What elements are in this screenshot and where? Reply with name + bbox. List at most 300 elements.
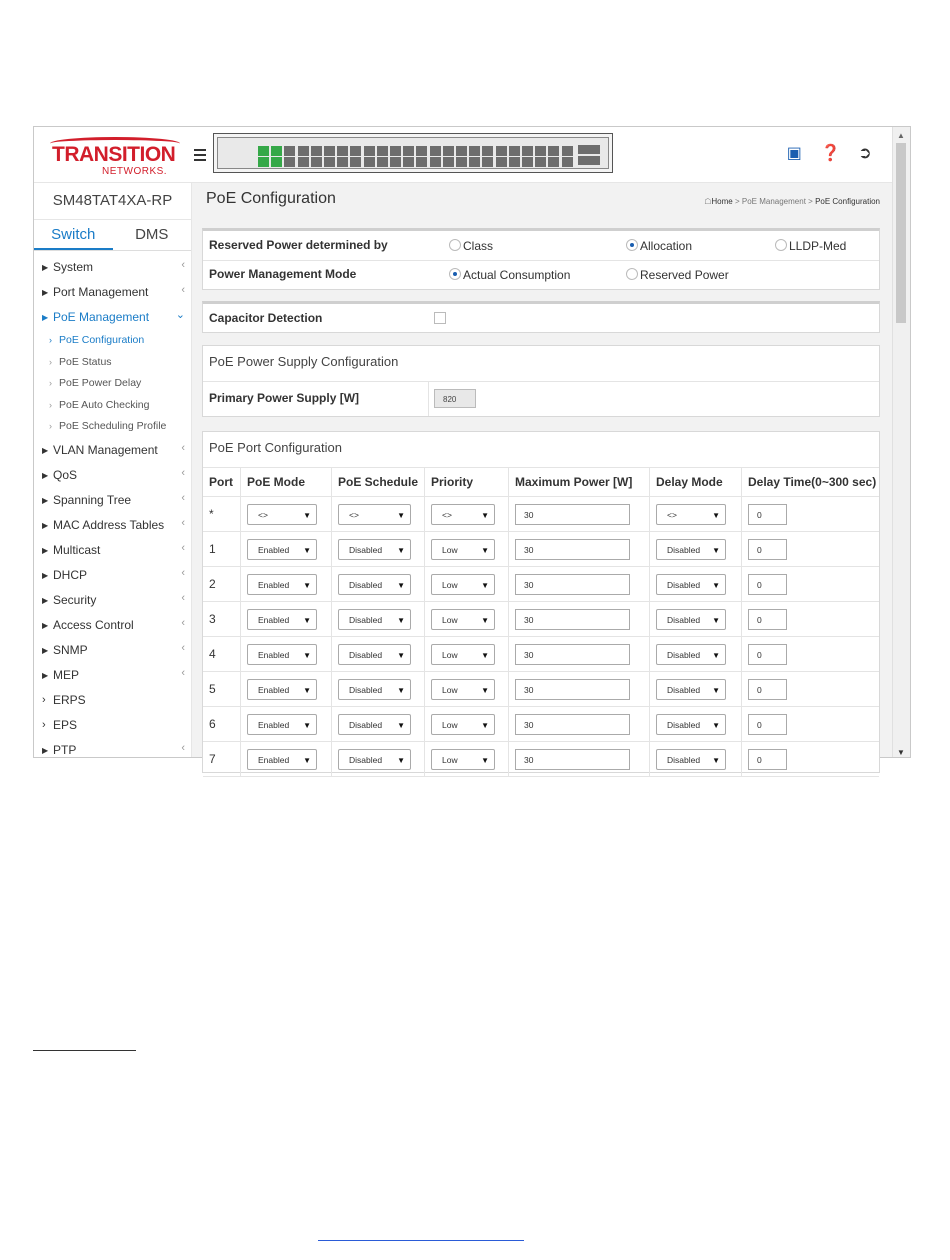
switch-port-icon[interactable] — [548, 146, 559, 156]
breadcrumb-home[interactable]: Home — [711, 197, 733, 206]
top-bar — [34, 127, 892, 183]
sidebar-item-label: PoE Scheduling Profile — [59, 420, 167, 432]
switch-port-icon[interactable] — [258, 146, 269, 156]
dropdown-arrow-icon: ▼ — [397, 720, 405, 730]
tab-dms[interactable]: DMS — [135, 226, 169, 243]
poe-mode-select[interactable] — [247, 644, 317, 665]
chevron-right-icon: › — [49, 421, 52, 431]
option-label: LLDP-Med — [789, 239, 847, 253]
divider — [428, 382, 429, 416]
table-cell — [509, 707, 650, 742]
field-value: Disabled — [349, 649, 383, 660]
field-value: <> — [349, 509, 359, 520]
poe-schedule-select[interactable] — [338, 574, 411, 595]
switch-port-icon[interactable] — [430, 146, 441, 156]
sidebar-item-poe-scheduling-profile[interactable] — [34, 416, 191, 438]
poe-schedule-select[interactable] — [338, 644, 411, 665]
reserved-allocation-option[interactable] — [626, 239, 692, 253]
sidebar-item-snmp[interactable] — [34, 638, 191, 663]
max-power-input[interactable] — [515, 609, 630, 630]
field-value: Enabled — [258, 544, 290, 555]
delay-time-input[interactable] — [748, 749, 787, 770]
table-cell — [425, 742, 509, 777]
col-priority: Priority — [425, 468, 509, 497]
switch-port-icon[interactable] — [562, 146, 573, 156]
table-cell — [742, 532, 880, 567]
port-number: 1 — [203, 532, 241, 567]
port-number: 2 — [203, 567, 241, 602]
chevron-left-icon: ‹ — [181, 666, 185, 679]
vertical-scrollbar[interactable] — [892, 127, 910, 757]
switch-port-icon[interactable] — [509, 146, 520, 156]
field-value: 0 — [757, 614, 762, 625]
switch-port-icon[interactable] — [482, 157, 493, 167]
poe-schedule-select[interactable] — [338, 714, 411, 735]
table-cell — [742, 637, 880, 672]
switch-port-icon[interactable] — [535, 157, 546, 167]
poe-mode-select[interactable] — [247, 679, 317, 700]
delay-mode-select[interactable] — [656, 609, 726, 630]
switch-port-icon[interactable] — [548, 157, 559, 167]
chevron-left-icon: ‹ — [181, 641, 185, 654]
table-cell — [509, 672, 650, 707]
table-cell — [742, 497, 880, 532]
delay-mode-select[interactable] — [656, 504, 726, 525]
psu-title: PoE Power Supply Configuration — [209, 354, 399, 369]
breadcrumb-sep: > — [734, 197, 740, 206]
port-config-box — [202, 431, 880, 773]
dropdown-arrow-icon: ▼ — [712, 545, 720, 555]
field-value: Disabled — [667, 649, 701, 660]
caret-right-icon: ▶ — [42, 645, 49, 655]
chevron-right-icon: › — [49, 399, 52, 410]
switch-front-panel[interactable] — [213, 133, 613, 173]
poe-mode-select[interactable] — [247, 749, 317, 770]
caret-right-icon: ▶ — [42, 545, 49, 555]
dropdown-arrow-icon: ▼ — [481, 755, 489, 765]
priority-select[interactable] — [431, 609, 495, 630]
table-cell — [509, 602, 650, 637]
switch-port-icon[interactable] — [522, 157, 533, 167]
page-link-underline[interactable] — [318, 1240, 524, 1241]
port-number: 5 — [203, 672, 241, 707]
option-label: Reserved Power — [640, 268, 729, 282]
dropdown-arrow-icon: ▼ — [303, 615, 311, 625]
switch-port-icon[interactable] — [456, 157, 467, 167]
field-value: Enabled — [258, 684, 290, 695]
dropdown-arrow-icon: ▼ — [712, 720, 720, 730]
page-title: PoE Configuration — [206, 190, 336, 207]
field-value: Disabled — [349, 544, 383, 555]
switch-port-icon[interactable] — [271, 146, 282, 156]
sidebar-item-label: Security — [53, 592, 97, 607]
field-value: Enabled — [258, 579, 290, 590]
logout-icon[interactable]: ➲ — [858, 145, 872, 162]
priority-select[interactable] — [431, 539, 495, 560]
priority-select[interactable] — [431, 504, 495, 525]
option-label: Actual Consumption — [463, 268, 571, 282]
table-cell — [241, 602, 332, 637]
option-label: Allocation — [640, 239, 693, 253]
chevron-left-icon: ‹ — [181, 591, 185, 604]
breadcrumb-current: PoE Configuration — [815, 197, 880, 206]
delay-mode-select[interactable] — [656, 714, 726, 735]
field-value: Disabled — [667, 544, 701, 555]
field-value: 0 — [757, 544, 762, 555]
chevron-left-icon: ‹ — [181, 541, 185, 554]
breadcrumb-poe-management[interactable]: PoE Management — [741, 197, 806, 206]
table-cell — [650, 672, 742, 707]
mode-reserved-option[interactable] — [626, 268, 729, 282]
chevron-right-icon: › — [42, 693, 46, 706]
logo-text-2: NETWORKS. — [102, 166, 168, 177]
sidebar-item-label: Port Management — [53, 285, 149, 299]
priority-select[interactable] — [431, 644, 495, 665]
dropdown-arrow-icon: ▼ — [303, 510, 311, 520]
delay-mode-select[interactable] — [656, 679, 726, 700]
poe-schedule-select[interactable] — [338, 749, 411, 770]
caret-right-icon: ▶ — [42, 263, 49, 272]
switch-port-icon[interactable] — [482, 146, 493, 156]
delay-mode-select[interactable] — [656, 749, 726, 770]
delay-mode-select[interactable] — [656, 644, 726, 665]
primary-power-input[interactable]: 820 — [434, 389, 476, 408]
dropdown-arrow-icon: ▼ — [397, 755, 405, 765]
dropdown-arrow-icon: ▼ — [712, 615, 720, 625]
dropdown-arrow-icon: ▼ — [303, 720, 311, 730]
switch-port-icon[interactable] — [311, 157, 322, 167]
switch-port-icon[interactable] — [284, 146, 295, 156]
dropdown-arrow-icon: ▼ — [481, 510, 489, 520]
reserved-power-label: Reserved Power determined by — [209, 238, 388, 252]
switch-port-icon[interactable] — [430, 157, 441, 167]
page-header — [192, 183, 892, 217]
sidebar-item-erps[interactable] — [34, 688, 191, 713]
port-rows — [203, 497, 879, 777]
field-value: Low — [442, 649, 458, 660]
sidebar-item-poe-management[interactable] — [34, 305, 191, 330]
save-icon[interactable]: ▣ — [786, 145, 802, 162]
table-cell — [650, 707, 742, 742]
menu-toggle-icon[interactable] — [194, 149, 206, 161]
switch-port-icon[interactable] — [416, 157, 427, 167]
table-row — [203, 567, 879, 602]
main-content — [192, 183, 892, 766]
poe-schedule-select[interactable] — [338, 679, 411, 700]
field-value: Low — [442, 684, 458, 695]
switch-port-icon[interactable] — [377, 157, 388, 167]
switch-port-icon[interactable] — [509, 157, 520, 167]
field-value: Disabled — [349, 684, 383, 695]
poe-mode-select[interactable] — [247, 609, 317, 630]
field-value: 30 — [524, 684, 534, 695]
delay-mode-select[interactable] — [656, 574, 726, 595]
field-value: Low — [442, 614, 458, 625]
dropdown-arrow-icon: ▼ — [397, 580, 405, 590]
max-power-input[interactable] — [515, 679, 630, 700]
capacitor-label: Capacitor Detection — [209, 311, 323, 325]
switch-port-icon[interactable] — [284, 157, 295, 167]
help-icon[interactable]: ❓ — [820, 145, 841, 162]
table-cell — [742, 602, 880, 637]
delay-time-input[interactable] — [748, 714, 787, 735]
max-power-input[interactable] — [515, 749, 630, 770]
chevron-left-icon: ‹ — [181, 741, 185, 754]
table-cell — [241, 672, 332, 707]
table-cell — [509, 532, 650, 567]
delay-time-input[interactable] — [748, 609, 787, 630]
dropdown-arrow-icon: ▼ — [303, 545, 311, 555]
caret-right-icon: ▶ — [42, 470, 49, 480]
table-cell — [650, 497, 742, 532]
sidebar-item-label: Access Control — [53, 617, 134, 632]
switch-port-icon[interactable] — [496, 146, 507, 156]
switch-port-icon[interactable] — [324, 146, 335, 156]
switch-port-icon[interactable] — [350, 146, 361, 156]
sidebar-item-poe-status[interactable] — [34, 352, 191, 374]
port-number: 7 — [203, 742, 241, 777]
field-value: Disabled — [349, 754, 383, 765]
field-value: Low — [442, 544, 458, 555]
col-poe-mode: PoE Mode — [241, 468, 332, 497]
poe-schedule-select[interactable] — [338, 609, 411, 630]
sidebar-item-label: PoE Auto Checking — [59, 398, 150, 411]
sidebar-item-label: ERPS — [53, 692, 86, 707]
psu-label: Primary Power Supply [W] — [209, 391, 360, 405]
table-row — [203, 672, 879, 707]
sidebar-item-system[interactable] — [34, 255, 191, 280]
switch-port-icon[interactable] — [562, 157, 573, 167]
delay-time-input[interactable] — [748, 504, 787, 525]
power-mode-row — [203, 260, 879, 289]
switch-port-icon[interactable] — [416, 146, 427, 156]
poe-mode-select[interactable] — [247, 539, 317, 560]
scroll-thumb[interactable] — [896, 143, 906, 323]
radio-actual-consumption[interactable] — [449, 268, 461, 280]
field-value: Disabled — [667, 684, 701, 695]
chevron-left-icon: ‹ — [181, 491, 185, 504]
sidebar-item-multicast[interactable] — [34, 538, 191, 563]
dropdown-arrow-icon: ▼ — [303, 580, 311, 590]
table-cell — [241, 637, 332, 672]
dropdown-arrow-icon: ▼ — [397, 685, 405, 695]
sfp-port-icon[interactable] — [578, 145, 600, 154]
table-cell — [425, 707, 509, 742]
switch-port-icon[interactable] — [522, 146, 533, 156]
sidebar-item-label: PoE Power Delay — [59, 377, 142, 389]
priority-select[interactable] — [431, 714, 495, 735]
table-cell — [425, 497, 509, 532]
sidebar-nav — [34, 255, 191, 763]
table-cell — [650, 742, 742, 777]
table-cell — [332, 637, 425, 672]
power-mode-label: Power Management Mode — [209, 267, 357, 281]
port-config-title: PoE Port Configuration — [209, 440, 342, 455]
poe-mode-select[interactable] — [247, 574, 317, 595]
table-cell — [742, 707, 880, 742]
dropdown-arrow-icon: ▼ — [397, 545, 405, 555]
max-power-input[interactable] — [515, 504, 630, 525]
table-cell — [650, 602, 742, 637]
table-cell — [425, 532, 509, 567]
dropdown-arrow-icon: ▼ — [712, 510, 720, 520]
field-value: Low — [442, 579, 458, 590]
col-poe-schedule: PoE Schedule — [332, 468, 425, 497]
switch-port-icon[interactable] — [271, 157, 282, 167]
max-power-input[interactable] — [515, 574, 630, 595]
table-cell — [509, 637, 650, 672]
table-cell — [509, 742, 650, 777]
mode-actual-option[interactable] — [449, 268, 570, 282]
table-cell — [332, 742, 425, 777]
sidebar-item-port-management[interactable] — [34, 280, 191, 305]
sidebar-item-poe-auto-checking[interactable] — [34, 395, 191, 417]
switch-port-icon[interactable] — [403, 146, 414, 156]
switch-port-icon[interactable] — [456, 146, 467, 156]
chevron-right-icon: › — [49, 335, 52, 345]
chevron-right-icon: › — [42, 718, 46, 731]
priority-select[interactable] — [431, 749, 495, 770]
sidebar-item-label: Multicast — [53, 542, 101, 557]
sidebar-item-access-control[interactable] — [34, 613, 191, 638]
radio-allocation[interactable] — [626, 239, 638, 251]
switch-port-icon[interactable] — [535, 146, 546, 156]
sidebar-item-mep[interactable] — [34, 663, 191, 688]
table-row — [203, 497, 879, 532]
sidebar-item-poe-configuration[interactable] — [34, 330, 191, 352]
col-port: Port — [203, 468, 241, 497]
reserved-class-option[interactable] — [449, 239, 493, 253]
port-panel — [217, 137, 609, 169]
max-power-input[interactable] — [515, 644, 630, 665]
switch-port-icon[interactable] — [469, 157, 480, 167]
sidebar-item-spanning-tree[interactable] — [34, 488, 191, 513]
switch-port-icon[interactable] — [337, 157, 348, 167]
switch-port-icon[interactable] — [298, 146, 309, 156]
switch-port-icon[interactable] — [258, 157, 269, 167]
priority-select[interactable] — [431, 679, 495, 700]
switch-port-icon[interactable] — [403, 157, 414, 167]
switch-port-icon[interactable] — [364, 157, 375, 167]
dropdown-arrow-icon: ▼ — [303, 685, 311, 695]
field-value: 0 — [757, 579, 762, 590]
poe-schedule-select[interactable] — [338, 504, 411, 525]
dropdown-arrow-icon: ▼ — [712, 580, 720, 590]
sidebar-item-ptp[interactable] — [34, 738, 191, 763]
port-number: * — [203, 497, 241, 532]
table-cell — [742, 567, 880, 602]
max-power-input[interactable] — [515, 539, 630, 560]
col-delay-mode: Delay Mode — [650, 468, 742, 497]
poe-schedule-select[interactable] — [338, 539, 411, 560]
sidebar-item-poe-power-delay[interactable] — [34, 373, 191, 395]
field-value: 0 — [757, 649, 762, 660]
caret-right-icon: ▶ — [42, 670, 49, 680]
switch-port-icon[interactable] — [350, 157, 361, 167]
caret-right-icon: ▶ — [42, 288, 49, 297]
radio-reserved-power[interactable] — [626, 268, 638, 280]
capacitor-box — [202, 301, 880, 333]
radio-lldp-med[interactable] — [775, 239, 787, 251]
radio-class[interactable] — [449, 239, 461, 251]
field-value: Disabled — [667, 719, 701, 730]
dropdown-arrow-icon: ▼ — [397, 510, 405, 520]
field-value: Disabled — [667, 614, 701, 625]
logo-text-1: TRANSITION — [52, 143, 176, 166]
switch-port-icon[interactable] — [390, 146, 401, 156]
sfp-port-icon[interactable] — [578, 156, 600, 165]
scroll-down-icon[interactable]: ▼ — [897, 748, 905, 757]
delay-time-input[interactable] — [748, 644, 787, 665]
delay-time-input[interactable] — [748, 539, 787, 560]
field-value: 0 — [757, 684, 762, 695]
poe-mode-select[interactable] — [247, 504, 317, 525]
sidebar-item-eps[interactable] — [34, 713, 191, 738]
sidebar-item-label: SNMP — [53, 642, 88, 657]
table-cell — [241, 532, 332, 567]
sidebar-item-mac-address-tables[interactable] — [34, 513, 191, 538]
table-cell — [425, 602, 509, 637]
max-power-input[interactable] — [515, 714, 630, 735]
switch-port-icon[interactable] — [364, 146, 375, 156]
switch-port-icon[interactable] — [324, 157, 335, 167]
sidebar-item-label: PoE Configuration — [59, 334, 145, 346]
sidebar-item-dhcp[interactable] — [34, 563, 191, 588]
sidebar-item-qos[interactable] — [34, 463, 191, 488]
switch-port-icon[interactable] — [311, 146, 322, 156]
caret-right-icon: ▶ — [42, 313, 49, 322]
field-value: <> — [258, 509, 268, 520]
switch-port-icon[interactable] — [469, 146, 480, 156]
switch-port-icon[interactable] — [337, 146, 348, 156]
sidebar-item-vlan-management[interactable] — [34, 438, 191, 463]
field-value: 30 — [524, 614, 534, 625]
scroll-up-icon[interactable]: ▲ — [897, 131, 905, 140]
switch-port-icon[interactable] — [443, 157, 454, 167]
switch-port-icon[interactable] — [377, 146, 388, 156]
capacitor-checkbox[interactable] — [434, 312, 446, 324]
dropdown-arrow-icon: ▼ — [481, 720, 489, 730]
table-cell — [650, 532, 742, 567]
dropdown-arrow-icon: ▼ — [481, 580, 489, 590]
switch-port-icon[interactable] — [443, 146, 454, 156]
table-cell — [425, 637, 509, 672]
toolbar — [771, 145, 874, 163]
switch-port-icon[interactable] — [298, 157, 309, 167]
dropdown-arrow-icon: ▼ — [303, 755, 311, 765]
reserved-lldp-option[interactable] — [775, 239, 846, 253]
priority-select[interactable] — [431, 574, 495, 595]
delay-time-input[interactable] — [748, 574, 787, 595]
delay-mode-select[interactable] — [656, 539, 726, 560]
dropdown-arrow-icon: ▼ — [481, 545, 489, 555]
switch-port-icon[interactable] — [496, 157, 507, 167]
dropdown-arrow-icon: ▼ — [481, 615, 489, 625]
switch-port-icon[interactable] — [390, 157, 401, 167]
delay-time-input[interactable] — [748, 679, 787, 700]
breadcrumb-sep: > — [808, 197, 813, 206]
poe-mode-select[interactable] — [247, 714, 317, 735]
sidebar-item-label: PoE Management — [53, 310, 150, 324]
table-row — [203, 637, 879, 672]
sidebar-item-security[interactable] — [34, 588, 191, 613]
sidebar-item-label: DHCP — [53, 567, 88, 582]
caret-right-icon: ▶ — [42, 620, 49, 630]
tab-switch[interactable]: Switch — [34, 220, 113, 250]
table-header-row — [203, 468, 879, 497]
table-cell — [332, 567, 425, 602]
chevron-down-icon: ⌄ — [175, 309, 185, 321]
